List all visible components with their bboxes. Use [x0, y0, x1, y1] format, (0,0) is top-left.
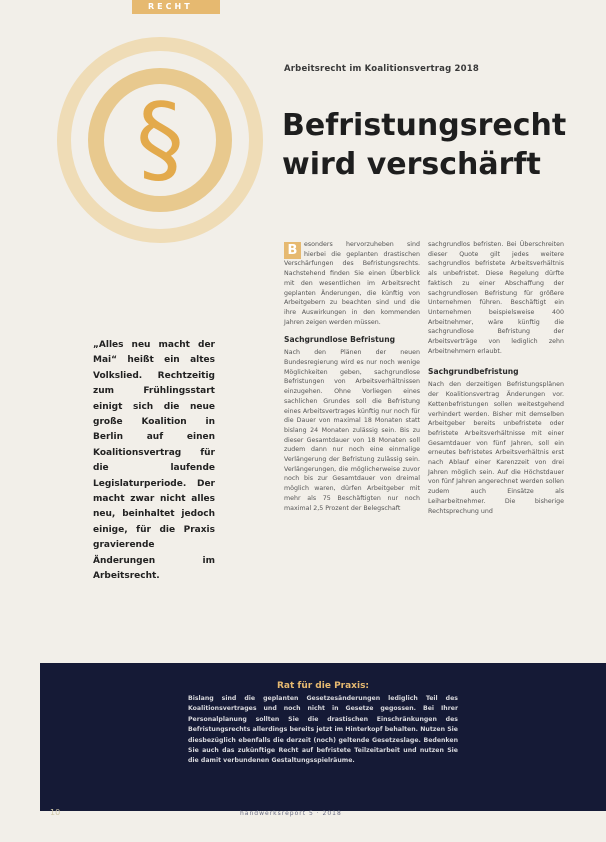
intro-text: esonders hervorzuheben sind hierbei die geplanten drastischen Verschärfungen des Befristungsrechts. Nachstehend finden Sie einen Überblick mit den wesentlichen im Arbeitsrecht geplanten Änderungen, die künftig von Arbeitgebern zu beachten sind und die ihre Auswirkungen in den kommenden Jahren zeigen werden müssen.	[284, 241, 420, 326]
article-title	[282, 106, 582, 184]
paragraph-icon	[50, 30, 270, 250]
section2-text: Nach den derzeitigen Befristungsplänen der Koalitionsvertrag Änderungen vor. Kettenbefristungen sollen weitestgehend verhindert werden. Bisher mit demselben Arbeitgeber bereits unbefristete oder befristete Arbeitsverhältnisse mit einer Gesamtdauer von fünf Jahren, soll ein erneutes befristetes Arbeitsverhältnis erst nach Ablauf einer Karenzzeit von drei Jahren möglich sein. Auf die Höchstdauer von fünf Jahren angerechnet werden sollen zudem auch Einsätze als Leiharbeitnehmer. Die bisherige Rechtsprechung und	[428, 381, 564, 515]
title-line-1: Befristungsrecht	[282, 108, 567, 143]
paragraph-glyph: §	[136, 83, 184, 195]
intro-paragraph	[284, 240, 420, 327]
body-column-1	[284, 240, 420, 513]
article-kicker: Arbeitsrecht im Koalitionsvertrag 2018	[284, 64, 480, 74]
body-column-2	[428, 240, 564, 516]
section-label: RECHT	[148, 2, 193, 11]
paragraph-emblem	[50, 30, 270, 250]
magazine-footer: handwerksreport 5 · 2018	[240, 810, 342, 817]
pull-quote: „Alles neu macht der Mai“ heißt ein altes Volkslied. Rechtzeitig zum Frühlingsstart einigt sich die neue große Koalition in Berlin auf einen Koalitionsvertrag für die laufende Legislaturperiode. Der macht zwar nicht alles neu, beinhaltet jedoch einige, für die Praxis gravierende Änderungen im Arbeitsrecht.	[93, 340, 215, 582]
subhead-sachgrundlose-befristung: Sachgrundlose Befristung	[284, 335, 396, 345]
title-line-2: wird verschärft	[282, 147, 541, 182]
page-number: 10	[50, 808, 61, 817]
drop-cap: B	[284, 242, 301, 259]
practice-tip-title: Rat für die Praxis:	[276, 681, 370, 691]
practice-tip-text: Bislang sind die geplanten Gesetzesänderungen lediglich Teil des Koalitionsvertrages und noch nicht in Gesetze gegossen. Bei Ihrer Personalplanung sollten Sie die drastischen Einschränkungen des Befristungsrechts allerdings bereits jetzt im Hinterkopf behalten. Nutzen Sie diesbezüglich ebenfalls die derzeit (noch) geltende Gesetzeslage. Bedenken Sie auch das zukünftige Recht auf befristete Teilzeitarbeit und nutzen Sie die damit verbundenen Gestaltungsspielräume.	[188, 695, 458, 765]
subhead-sachgrundbefristung: Sachgrundbefristung	[428, 367, 519, 377]
practice-tip-box	[40, 663, 606, 811]
section1-continued: sachgrundlos befristen. Bei Überschreiten dieser Quote gilt jedes weitere sachgrundlos befristete Arbeitsverhältnis als unbefristet. Diese Regelung dürfte faktisch zu einer Abschaffung der sachgrundlosen Befristung für größere Unternehmen führen. Beschäftigt ein Unternehmen beispielsweise 400 Arbeitnehmer, wäre künftig die sachgrundlose Befristung der Arbeitsverträge von lediglich zehn Arbeitnehmern erlaubt.	[428, 241, 564, 355]
section1-text: Nach den Plänen der neuen Bundesregierung wird es nur noch wenige Möglichkeiten geben, sachgrundlose Befristungen von Arbeitsverhältnissen einzugehen. Ohne Vorliegen eines sachlichen Grundes soll die Befristung eines Arbeitsvertrages künftig nur noch für die Dauer von maximal 18 Monaten statt bislang 24 Monaten zulässig sein. Bis zu dieser Gesamtdauer von 18 Monaten soll zudem dann nur noch eine einmalige Verlängerung der Befristung zulässig sein. Verlängerungen, die möglicherweise zuvor noch bis zur Gesamtdauer von dreimal möglich waren, dürfen Arbeitgeber mit mehr als 75 Beschäftigten nur noch maximal 2,5 Prozent der Belegschaft	[284, 349, 420, 512]
